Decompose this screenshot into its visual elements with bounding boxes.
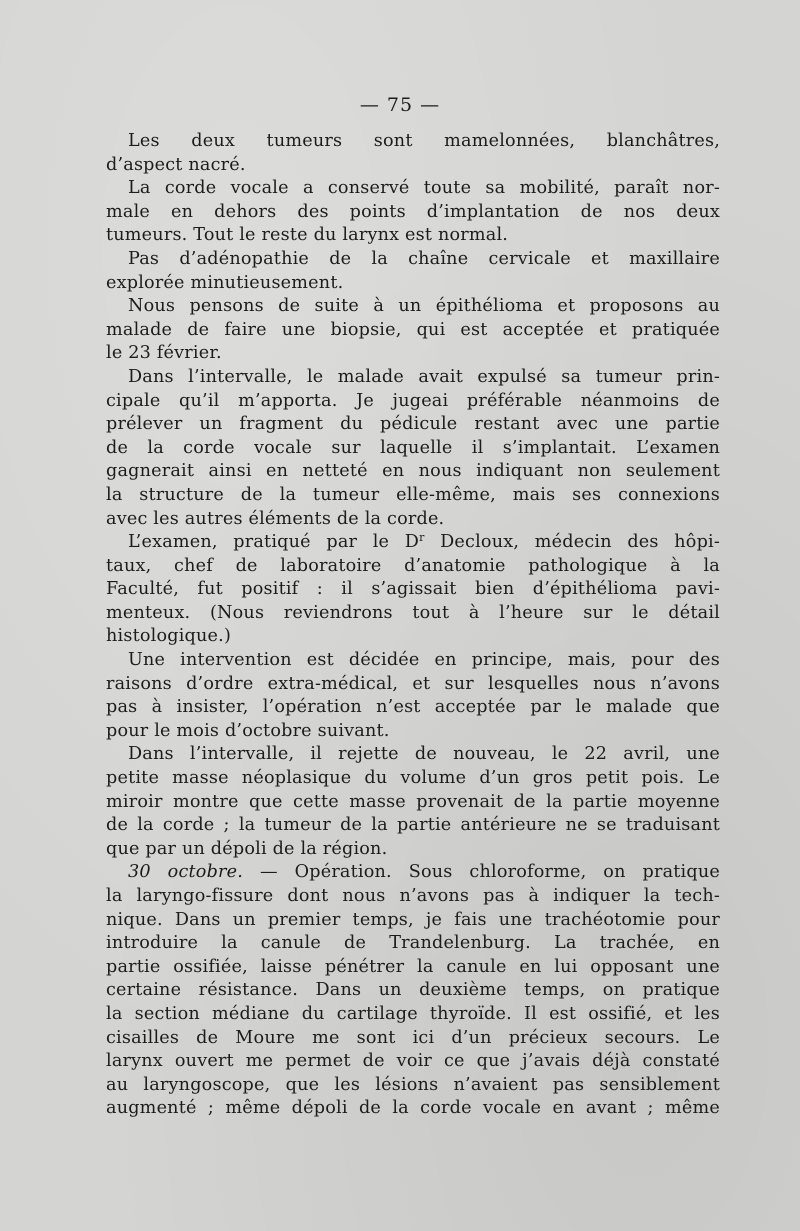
text-line: miroir montre que cette masse provenait de la partie moyenne bbox=[106, 791, 720, 812]
text-line: Faculté, fut positif : il s’agissait bien d’épithélioma pavi- bbox=[106, 579, 720, 600]
text-line: avec les autres éléments de la corde. bbox=[106, 508, 445, 529]
text-line: pour le mois d’octobre suivant. bbox=[106, 720, 390, 741]
text-line: Nous pensons de suite à un épithélioma et proposons au bbox=[128, 296, 720, 317]
text-line: de la corde ; la tumeur de la partie antérieure ne se traduisant bbox=[106, 815, 720, 836]
text-line: Dans l’intervalle, il rejette de nouveau, le 22 avril, une bbox=[128, 744, 720, 765]
text-line: petite masse néoplasique du volume d’un gros petit pois. Le bbox=[106, 768, 720, 789]
page-number: — 75 — bbox=[359, 94, 441, 116]
text-line: Les deux tumeurs sont mamelonnées, blanchâtres, bbox=[128, 131, 720, 151]
text-line: partie ossifiée, laisse pénétrer la canule en lui opposant une bbox=[106, 956, 720, 977]
paragraph bbox=[106, 649, 720, 743]
text-line: gagnerait ainsi en netteté en nous indiquant non seulement bbox=[106, 461, 720, 482]
paragraph bbox=[106, 743, 720, 861]
text-line: augmenté ; même dépoli de la corde vocale en avant ; même bbox=[106, 1098, 720, 1119]
text-fragment: L’examen, pratiqué par le D bbox=[128, 532, 420, 553]
text-line: male en dehors des points d’implantation de nos deux bbox=[106, 201, 720, 222]
text-line: taux, chef de laboratoire d’anatomie pathologique à la bbox=[106, 555, 720, 576]
text-line: menteux. (Nous reviendrons tout à l’heure sur le détail bbox=[106, 602, 720, 623]
text-line: cipale qu’il m’apporta. Je jugeai préférable néanmoins de bbox=[106, 390, 720, 411]
text-line: nique. Dans un premier temps, je fais une trachéotomie pour bbox=[106, 909, 720, 930]
text-line: histologique.) bbox=[106, 626, 232, 647]
text-line: prélever un fragment du pédicule restant avec une partie bbox=[106, 414, 720, 435]
paragraph bbox=[106, 177, 720, 248]
text-line bbox=[106, 531, 720, 555]
text-line: La corde vocale a conservé toute sa mobilité, paraît nor- bbox=[128, 178, 720, 199]
text-line: au laryngoscope, que les lésions n’avaient pas sensiblement bbox=[106, 1074, 720, 1095]
text-line: introduire la canule de Trandelenburg. La trachée, en bbox=[106, 933, 720, 954]
text-line: Pas d’adénopathie de la chaîne cervicale et maxillaire bbox=[128, 248, 720, 269]
text-line: d’aspect nacré. bbox=[106, 154, 246, 175]
text-line: que par un dépoli de la région. bbox=[106, 838, 388, 859]
text-line: la structure de la tumeur elle-même, mais ses connexions bbox=[106, 484, 720, 505]
text-line: tumeurs. Tout le reste du larynx est normal. bbox=[106, 225, 509, 246]
paragraph bbox=[106, 366, 720, 531]
text-line: la section médiane du cartilage thyroïde. Il est ossifié, et les bbox=[106, 1003, 720, 1024]
text-line: certaine résistance. Dans un deuxième temps, on pratique bbox=[106, 980, 720, 1001]
text-line: de la corde vocale sur laquelle il s’implantait. L’examen bbox=[106, 437, 720, 458]
text-line: le 23 février. bbox=[106, 343, 222, 364]
paragraph bbox=[106, 248, 720, 295]
text-line: larynx ouvert me permet de voir ce que j’avais déjà constaté bbox=[106, 1051, 720, 1072]
text-fragment: — Opération. Sous chloroforme, on pratique bbox=[243, 862, 720, 883]
paragraph bbox=[106, 130, 720, 177]
text-line: cisailles de Moure me sont ici d’un précieux secours. Le bbox=[106, 1027, 720, 1048]
text-line: pas à insister, l’opération n’est acceptée par le malade que bbox=[106, 697, 720, 718]
paragraph bbox=[106, 531, 720, 649]
paragraph bbox=[106, 295, 720, 366]
paragraph bbox=[106, 861, 720, 1121]
text-line: Une intervention est décidée en principe, mais, pour des bbox=[128, 650, 720, 671]
text-line: malade de faire une biopsie, qui est acceptée et pratiquée bbox=[106, 319, 720, 340]
text-line: explorée minutieusement. bbox=[106, 272, 344, 293]
body-text bbox=[106, 130, 720, 1121]
text-line: Dans l’intervalle, le malade avait expulsé sa tumeur prin- bbox=[128, 366, 720, 387]
text-line bbox=[106, 861, 720, 885]
text-fragment: Decloux, médecin des hôpi- bbox=[424, 532, 720, 553]
text-line: raisons d’ordre extra-médical, et sur lesquelles nous n’avons bbox=[106, 673, 720, 694]
italic-date: 30 octobre. bbox=[128, 862, 244, 883]
text-line: la laryngo-fissure dont nous n’avons pas à indiquer la tech- bbox=[106, 886, 720, 906]
superscript: r bbox=[419, 531, 425, 545]
